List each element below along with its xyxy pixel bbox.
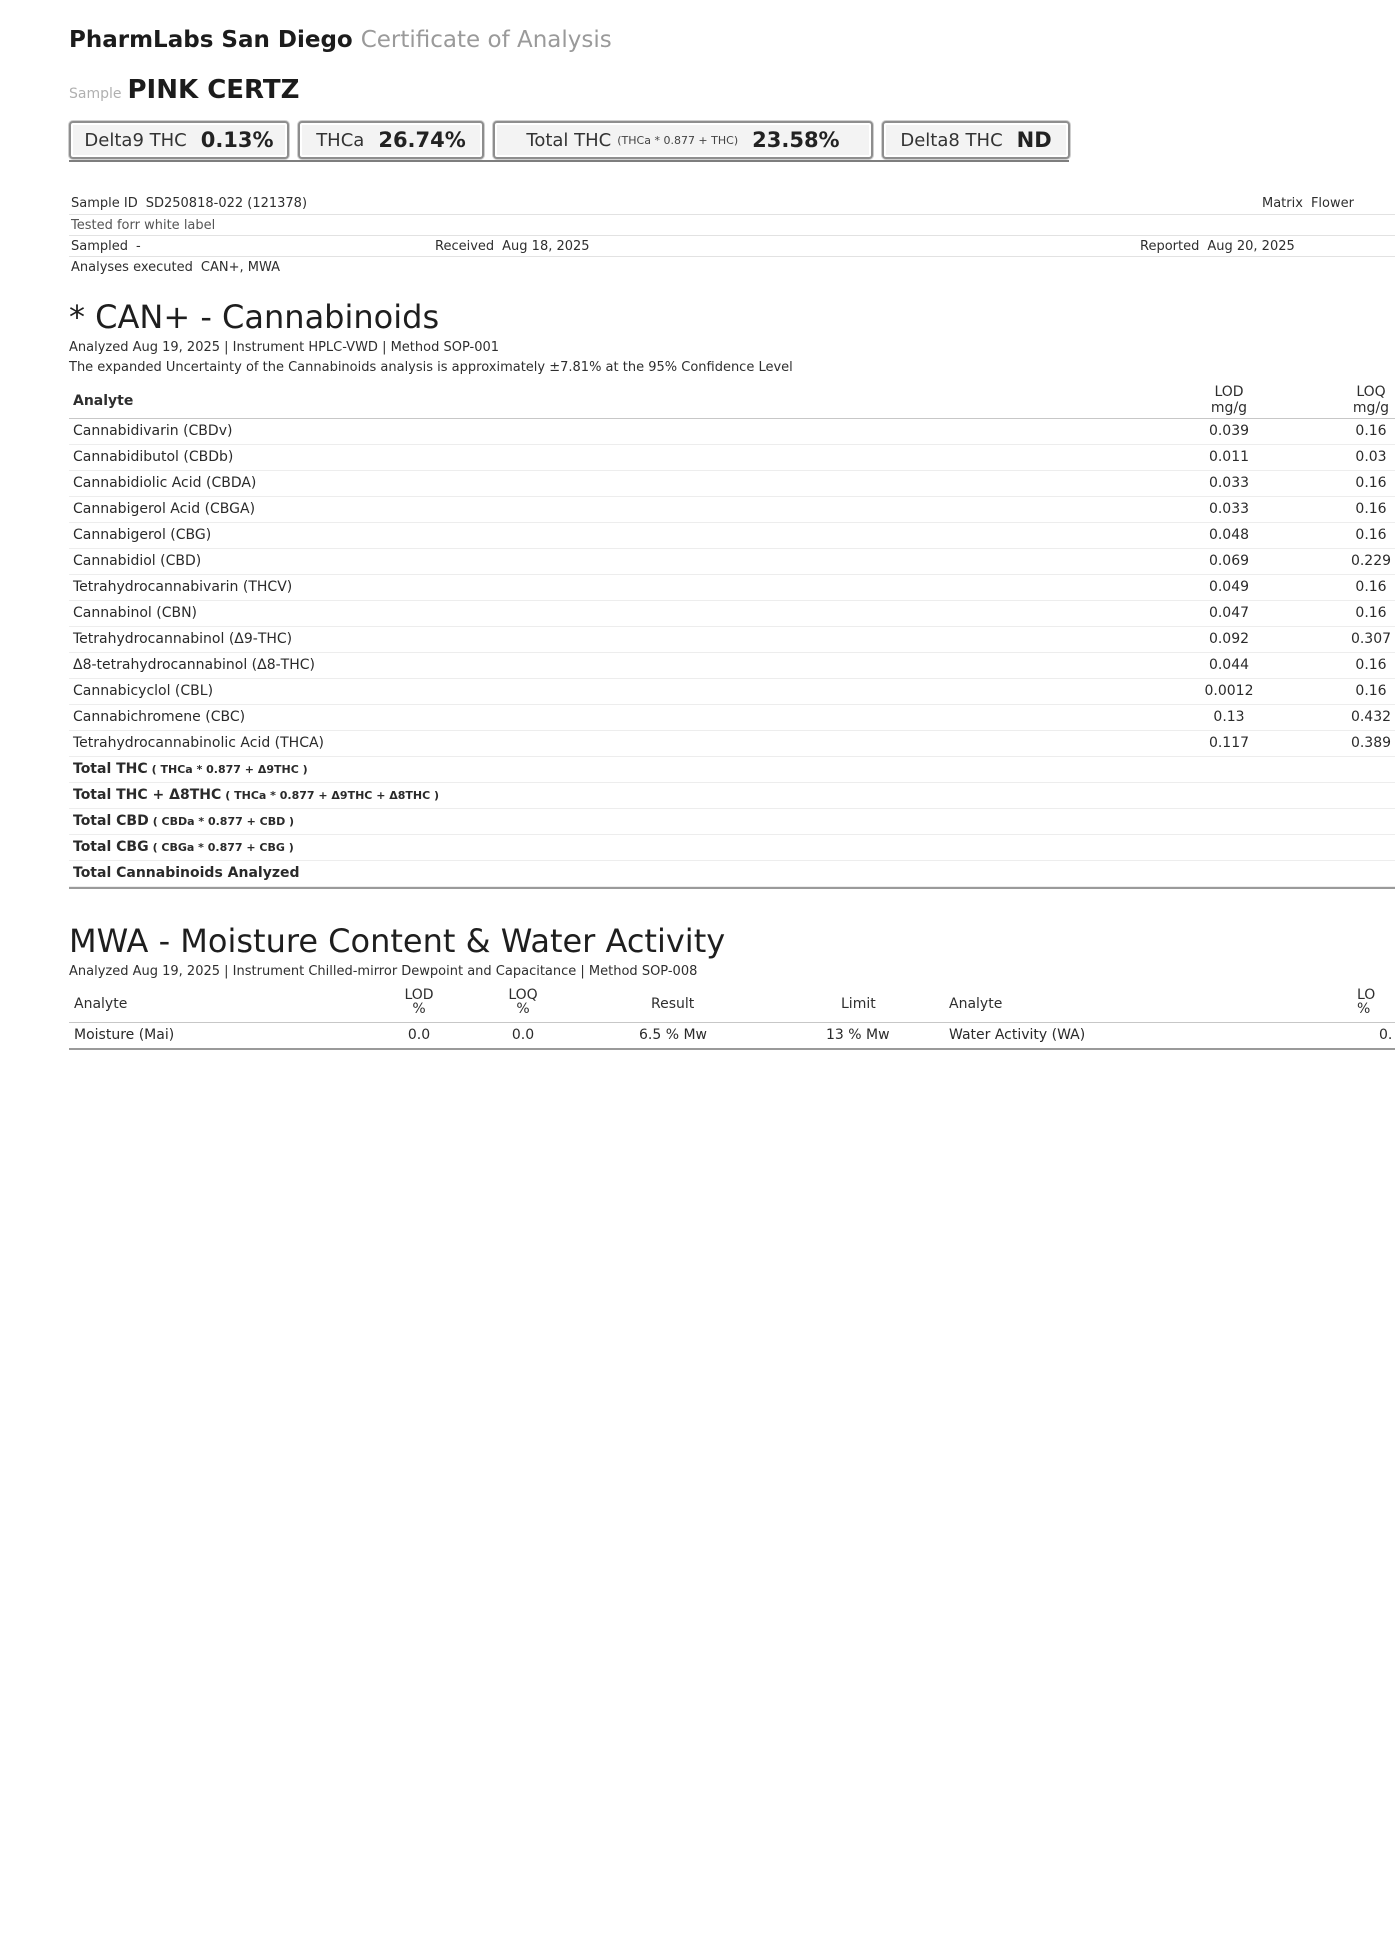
table-row <box>69 653 1395 679</box>
cannabinoids-table <box>69 384 1395 889</box>
divider <box>69 235 1395 236</box>
analyte-formula: ( CBGa * 0.877 + CBG ) <box>152 841 294 854</box>
column-header-analyte: Analyte <box>74 996 128 1012</box>
analyte-cell <box>73 787 439 803</box>
lod-cell: 0.092 <box>1208 631 1250 647</box>
loq-cell: 0.16 <box>1355 501 1387 517</box>
received-value: Aug 18, 2025 <box>502 239 590 254</box>
lod-label: LO <box>1357 987 1376 1003</box>
divider <box>69 256 1395 257</box>
lod-2-cell: 0. <box>1379 1027 1393 1043</box>
loq-cell: 0.16 <box>1355 605 1387 621</box>
analyses-executed <box>71 260 280 275</box>
loq-cell: 0.16 <box>1355 657 1387 673</box>
analyte-cell <box>73 527 211 543</box>
analyte-name: Cannabidiolic Acid (CBDA) <box>73 475 257 491</box>
table-row <box>69 419 1395 445</box>
column-header-loq <box>483 988 563 1016</box>
analyses-label: Analyses executed <box>71 260 193 275</box>
table-row <box>69 497 1395 523</box>
analyte-name: Cannabidivarin (CBDv) <box>73 423 233 439</box>
lod-cell: 0.117 <box>1208 735 1250 751</box>
lod-cell: 0.048 <box>1208 527 1250 543</box>
analyte-name: Total THC + Δ8THC <box>73 787 222 803</box>
table-header <box>69 986 1395 1023</box>
sample-id-value: SD250818-022 (121378) <box>145 196 308 211</box>
sample-name: PINK CERTZ <box>127 75 300 105</box>
potency-name: Delta8 THC <box>900 129 1003 151</box>
cannabinoids-analysis-info: Analyzed Aug 19, 2025 | Instrument HPLC-VWD | Method SOP-001 <box>69 340 500 355</box>
potency-value: 23.58% <box>752 128 840 152</box>
table-end-rule <box>69 1048 1395 1050</box>
potency-box-delta9 <box>69 121 289 159</box>
column-header-result: Result <box>651 996 695 1012</box>
analyte-cell <box>73 839 294 855</box>
analyte-name: Cannabidiol (CBD) <box>73 553 202 569</box>
analyte-name: Total Cannabinoids Analyzed <box>73 865 300 881</box>
analyte-formula: ( THCa * 0.877 + Δ9THC ) <box>151 763 308 776</box>
loq-cell: 0.229 <box>1350 553 1392 569</box>
analyte-cell <box>73 735 324 751</box>
table-row <box>69 731 1395 757</box>
potency-name: Total THC <box>526 129 612 151</box>
loq-cell: 0.03 <box>1355 449 1387 465</box>
loq-cell: 0.307 <box>1350 631 1392 647</box>
table-row <box>69 835 1395 861</box>
lod-label: LOD <box>1214 384 1244 400</box>
analyte-cell <box>73 709 245 725</box>
loq-cell: 0.16 <box>1355 683 1387 699</box>
potency-box-thca <box>298 121 484 159</box>
column-header-lod-2 <box>1357 988 1395 1016</box>
loq-cell: 0.432 <box>1350 709 1392 725</box>
sampled <box>71 239 141 254</box>
analyte-cell <box>73 475 256 491</box>
table-row <box>69 1023 1395 1048</box>
divider <box>69 214 1395 215</box>
analyte-cell <box>73 605 197 621</box>
analyte-cell <box>73 423 232 439</box>
sample-id-label: Sample ID <box>71 196 138 211</box>
column-header-limit: Limit <box>841 996 876 1012</box>
analyte-cell <box>73 657 315 673</box>
analyte-name: Tetrahydrocannabinol (Δ9-THC) <box>73 631 293 647</box>
potency-value: 26.74% <box>378 128 466 152</box>
lod-cell: 0.033 <box>1208 501 1250 517</box>
loq-cell: 0.0 <box>511 1027 535 1043</box>
analyte-2-cell: Water Activity (WA) <box>949 1027 1086 1043</box>
analyte-cell <box>73 813 294 829</box>
lod-cell: 0.044 <box>1208 657 1250 673</box>
potency-name: Delta9 THC <box>84 129 187 151</box>
analyte-cell <box>73 761 308 777</box>
cannabinoids-uncertainty: The expanded Uncertainty of the Cannabinoids analysis is approximately ±7.81% at the 95% Confidence Level <box>69 360 793 375</box>
reported-value: Aug 20, 2025 <box>1207 239 1295 254</box>
table-row <box>69 679 1395 705</box>
column-header-loq <box>1331 384 1395 416</box>
potency-value: ND <box>1016 128 1052 152</box>
lod-cell: 0.011 <box>1208 449 1250 465</box>
potency-formula: (THCa * 0.877 + THC) <box>617 133 739 147</box>
analyte-cell <box>73 579 292 595</box>
table-row <box>69 809 1395 835</box>
tested-for: Tested forr white label <box>71 218 216 233</box>
analyte-cell <box>73 449 233 465</box>
loq-label: LOQ <box>508 987 538 1003</box>
column-header-lod <box>1189 384 1269 416</box>
lod-cell: 0.047 <box>1208 605 1250 621</box>
sample-label: Sample <box>69 86 122 102</box>
mwa-title: MWA - Moisture Content & Water Activity <box>69 922 726 960</box>
analyte-name: Cannabigerol (CBG) <box>73 527 212 543</box>
table-header <box>69 384 1395 419</box>
analyte-cell <box>73 865 300 881</box>
loq-cell: 0.389 <box>1350 735 1392 751</box>
analyte-cell <box>73 683 213 699</box>
potency-box-delta8 <box>882 121 1070 159</box>
matrix-label: Matrix <box>1262 196 1303 211</box>
loq-cell: 0.16 <box>1355 527 1387 543</box>
column-header-lod <box>379 988 459 1016</box>
table-row <box>69 471 1395 497</box>
loq-cell: 0.16 <box>1355 579 1387 595</box>
table-row <box>69 549 1395 575</box>
potency-value: 0.13% <box>200 128 274 152</box>
potency-box-total-thc <box>493 121 873 159</box>
mwa-analysis-info: Analyzed Aug 19, 2025 | Instrument Chilled-mirror Dewpoint and Capacitance | Method SOP-008 <box>69 964 698 979</box>
analyte-name: Cannabinol (CBN) <box>73 605 198 621</box>
reported-label: Reported <box>1140 239 1200 254</box>
analyte-cell <box>73 553 201 569</box>
analyte-formula: ( CBDa * 0.877 + CBD ) <box>152 815 295 828</box>
lod-unit: mg/g <box>1210 400 1248 416</box>
analyte-name: Total CBD <box>73 813 149 829</box>
table-row <box>69 757 1395 783</box>
lod-cell: 0.0012 <box>1204 683 1254 699</box>
table-row <box>69 445 1395 471</box>
loq-label: LOQ <box>1356 384 1386 400</box>
lod-cell: 0.069 <box>1208 553 1250 569</box>
analyte-name: Tetrahydrocannabivarin (THCV) <box>73 579 293 595</box>
analyte-cell <box>73 501 255 517</box>
analyte-cell: Moisture (Mai) <box>74 1027 175 1043</box>
report-header <box>69 27 612 53</box>
cannabinoids-rows <box>69 419 1395 887</box>
loq-cell: 0.16 <box>1355 423 1387 439</box>
matrix <box>1262 196 1354 211</box>
lod-label: LOD <box>404 987 434 1003</box>
table-row <box>69 783 1395 809</box>
sampled-value: - <box>136 239 141 254</box>
cannabinoids-title: * CAN+ - Cannabinoids <box>69 298 440 336</box>
lod-cell: 0.0 <box>407 1027 431 1043</box>
analyte-formula: ( THCa * 0.877 + Δ9THC + Δ8THC ) <box>225 789 440 802</box>
matrix-value: Flower <box>1310 196 1354 211</box>
table-row <box>69 861 1395 887</box>
potency-name: THCa <box>316 129 365 151</box>
column-header-analyte-2: Analyte <box>949 996 1003 1012</box>
table-row <box>69 601 1395 627</box>
sample-title <box>69 75 299 105</box>
sample-id <box>71 196 307 211</box>
analyte-name: Cannabicyclol (CBL) <box>73 683 214 699</box>
lod-unit: % <box>412 1001 426 1017</box>
received-label: Received <box>435 239 495 254</box>
analyte-cell <box>73 631 292 647</box>
analyte-name: Total CBG <box>73 839 149 855</box>
loq-cell: 0.16 <box>1355 475 1387 491</box>
reported <box>1140 239 1295 254</box>
document-title: Certificate of Analysis <box>360 27 612 53</box>
analyte-name: Δ8-tetrahydrocannabinol (Δ8-THC) <box>73 657 315 673</box>
lod-cell: 0.039 <box>1208 423 1250 439</box>
lod-cell: 0.033 <box>1208 475 1250 491</box>
column-header-analyte: Analyte <box>73 393 134 409</box>
analyte-name: Tetrahydrocannabinolic Acid (THCA) <box>73 735 325 751</box>
analyte-name: Cannabidibutol (CBDb) <box>73 449 234 465</box>
result-cell: 6.5 % Mw <box>639 1027 707 1043</box>
analyte-name: Cannabigerol Acid (CBGA) <box>73 501 256 517</box>
analyses-value: CAN+, MWA <box>200 260 280 275</box>
table-end-rule <box>69 887 1395 889</box>
lod-cell: 0.049 <box>1208 579 1250 595</box>
analyte-name: Cannabichromene (CBC) <box>73 709 246 725</box>
table-row <box>69 575 1395 601</box>
mwa-table <box>69 986 1395 1050</box>
lod-unit: % <box>1357 1001 1371 1017</box>
table-row <box>69 523 1395 549</box>
potency-underline <box>69 160 1069 162</box>
lod-cell: 0.13 <box>1213 709 1245 725</box>
table-row <box>69 627 1395 653</box>
analyte-name: Total THC <box>73 761 148 777</box>
received <box>435 239 590 254</box>
loq-unit: mg/g <box>1352 400 1390 416</box>
lab-name: PharmLabs San Diego <box>69 27 353 53</box>
loq-unit: % <box>516 1001 530 1017</box>
table-row <box>69 705 1395 731</box>
sampled-label: Sampled <box>71 239 128 254</box>
limit-cell: 13 % Mw <box>826 1027 890 1043</box>
